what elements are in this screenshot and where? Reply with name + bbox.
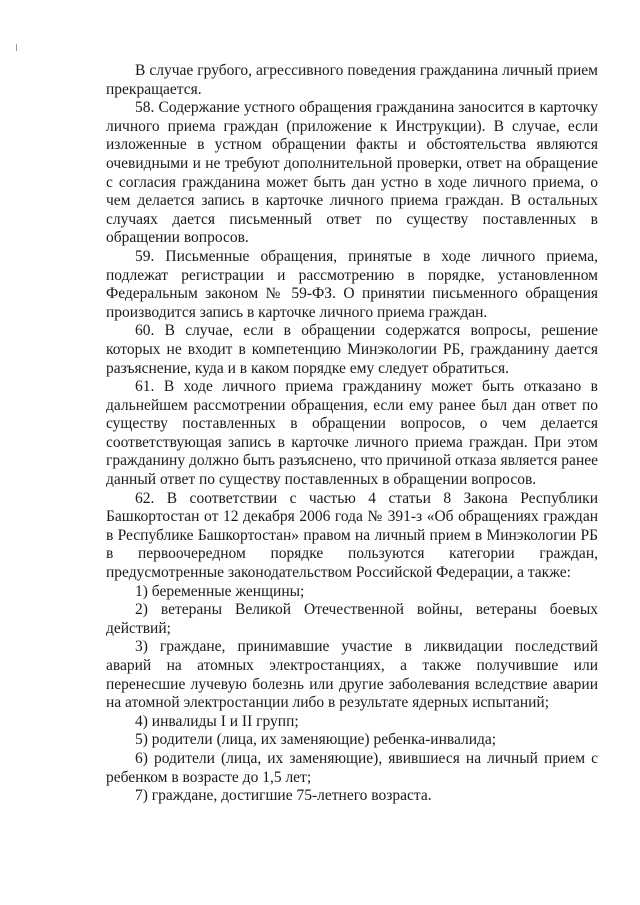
list-item-6: 6) родители (лица, их заменяющие), явившиеся на личный прием с ребенком в возрасте до 1,5 лет; [106, 749, 598, 786]
paragraph-59: 59. Письменные обращения, принятые в ходе личного приема, подлежат регистрации и рассмотрению в порядке, установленном Федеральным законом № 59-ФЗ. О принятии письменного обращения производится запись в карточке личного приема граждан. [106, 247, 598, 321]
list-item-1: 1) беременные женщины; [135, 582, 305, 600]
list-item-2: 2) ветераны Великой Отечественной войны, ветераны боевых действий; [106, 601, 598, 637]
paragraph-behavior: В случае грубого, агрессивного поведения гражданина личный прием прекращается. [106, 62, 598, 98]
list-item-7: 7) граждане, достигшие 75-летнего возраста. [135, 787, 432, 805]
list-item-3: 3) граждане, принимавшие участие в ликвидации последствий аварий на атомных электростанциях, а также получившие или перенесшие лучевую болезнь или другие заболевания вследствие аварии на атомной электростанции либо в результате ядерных испытаний; [106, 638, 598, 712]
paragraph-61: 61. В ходе личного приема гражданину может быть отказано в дальнейшем рассмотрении обращения, если ему ранее был дан ответ по существу поставленных в обращении вопросов, о чем делается соответствующая запись в карточке личного приема граждан. При этом гражданину должно быть разъяснено, что причиной отказа является ранее данный ответ по существу поставленных в обращении вопросов. [106, 378, 598, 489]
list-item-4: 4) инвалиды I и II групп; [135, 712, 299, 730]
paragraph-60: 60. В случае, если в обращении содержатся вопросы, решение которых не входит в компетенцию Минэкологии РБ, гражданину дается разъяснение, куда и в каком порядке ему следует обратиться. [106, 322, 598, 377]
document-body [106, 62, 598, 806]
paragraph-58: 58. Содержание устного обращения гражданина заносится в карточку личного приема граждан (приложение к Инструкции). В случае, если изложенные в устном обращении факты и обстоятельства являются очевидными и не требуют дополнительной проверки, ответ на обращение с согласия гражданина может быть дан устно в ходе личного приема, о чем делается запись в карточке личного приема граждан. В остальных случаях дается письменный ответ по существу поставленных в обращении вопросов. [106, 99, 598, 247]
list-item-5: 5) родители (лица, их заменяющие) ребенка-инвалида; [135, 731, 497, 749]
paragraph-62: 62. В соответствии с частью 4 статьи 8 Закона Республики Башкортостан от 12 декабря 2006 года № 391-з «Об обращениях граждан в Республике Башкортостан» правом на личный прием в Минэкологии РБ в первоочередном порядке пользуются категории граждан, предусмотренные законодательством Российской Федерации, а также: [106, 489, 598, 582]
margin-mark [16, 44, 17, 51]
